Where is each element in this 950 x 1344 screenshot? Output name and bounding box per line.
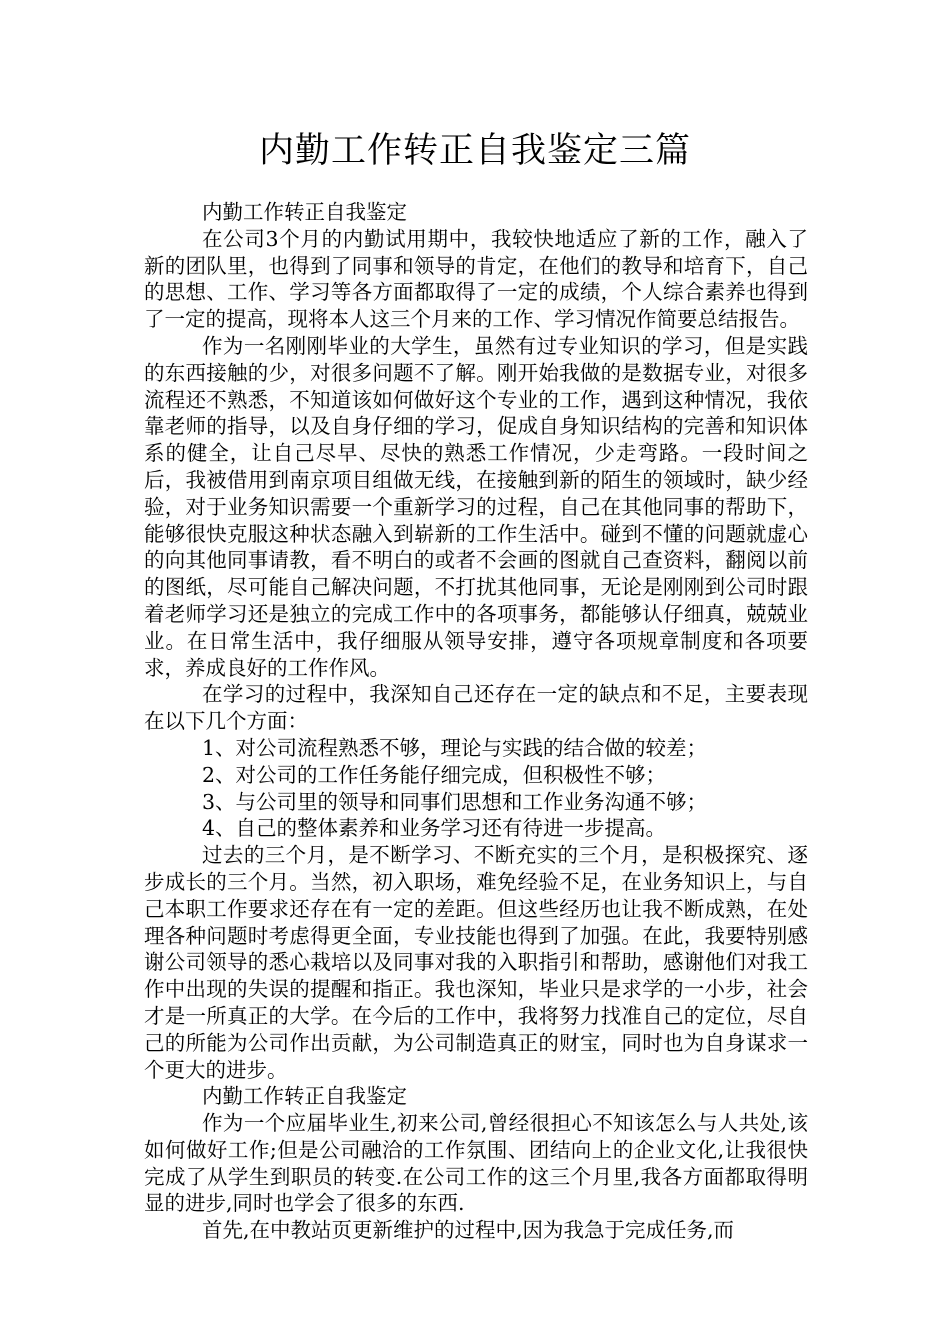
list-item: 2、对公司的工作任务能仔细完成，但积极性不够；	[202, 762, 667, 787]
paragraph: 作为一个应届毕业生,初来公司,曾经很担心不知该怎么与人共处,该如何做好工作;但是公司融洽的工作氛围、团结向上的企业文化,让我很快完成了从学生到职员的转变.在公司工作的这三个月里,我各方面都取得明显的进步,同时也学会了很多的东西.	[144, 1111, 808, 1216]
section-heading: 内勤工作转正自我鉴定	[202, 200, 407, 224]
paragraph: 过去的三个月，是不断学习、不断充实的三个月，是积极探究、逐步成长的三个月。当然，初入职场，难免经验不足，在业务知识上，与自己本职工作要求还存在有一定的差距。但这些经历也让我不断成熟，在处理各种问题时考虑得更全面，专业技能也得到了加强。在此，我要特别感谢公司领导的悉心栽培以及同事对我的入职指引和帮助，感谢他们对我工作中出现的失误的提醒和指正。我也深知，毕业只是求学的一小步，社会才是一所真正的大学。在今后的工作中，我将努力找准自己的定位，尽自己的所能为公司作出贡献，为公司制造真正的财宝，同时也为自身谋求一个更大的进步。	[144, 843, 808, 1082]
section-heading: 内勤工作转正自我鉴定	[202, 1084, 407, 1109]
paragraph: 作为一名刚刚毕业的大学生，虽然有过专业知识的学习，但是实践的东西接触的少，对很多问题不了解。刚开始我做的是数据专业，对很多流程还不熟悉，不知道该如何做好这个专业的工作，遇到这种情况，我依靠老师的指导，以及自身仔细的学习，促成自身知识结构的完善和知识体系的健全，让自己尽早、尽快的熟悉工作情况，少走弯路。一段时间之后，我被借用到南京项目组做无线，在接触到新的陌生的领域时，缺少经验，对于业务知识需要一个重新学习的过程，自己在其他同事的帮助下，能够很快克服这种状态融入到崭新的工作生活中。碰到不懂的问题就虚心的向其他同事请教，看不明白的或者不会画的图就自己查资料，翻阅以前的图纸，尽可能自己解决问题，不打扰其他同事，无论是刚刚到公司时跟着老师学习还是独立的完成工作中的各项事务，都能够认仔细真，兢兢业业。在日常生活中，我仔细服从领导安排，遵守各项规章制度和各项要求，养成良好的工作作风。	[144, 333, 808, 680]
document-title: 内勤工作转正自我鉴定三篇	[258, 131, 691, 171]
list-item: 1、对公司流程熟悉不够，理论与实践的结合做的较差；	[202, 735, 708, 760]
document-body	[144, 199, 808, 1244]
paragraph: 在公司3个月的内勤试用期中，我较快地适应了新的工作，融入了新的团队里，也得到了同事和领导的肯定，在他们的教导和培育下，自己的思想、工作、学习等各方面都取得了一定的成绩，个人综合素养也得到了一定的提高，现将本人这三个月来的工作、学习情况作简要总结报告。	[144, 226, 808, 332]
list-item: 3、与公司里的领导和同事们思想和工作业务沟通不够；	[202, 789, 708, 814]
paragraph: 首先,在中教站页更新维护的过程中,因为我急于完成任务,而	[202, 1218, 735, 1243]
list-item: 4、自己的整体素养和业务学习还有待进一步提高。	[202, 816, 667, 841]
paragraph: 在学习的过程中，我深知自己还存在一定的缺点和不足，主要表现在以下几个方面：	[144, 682, 808, 734]
